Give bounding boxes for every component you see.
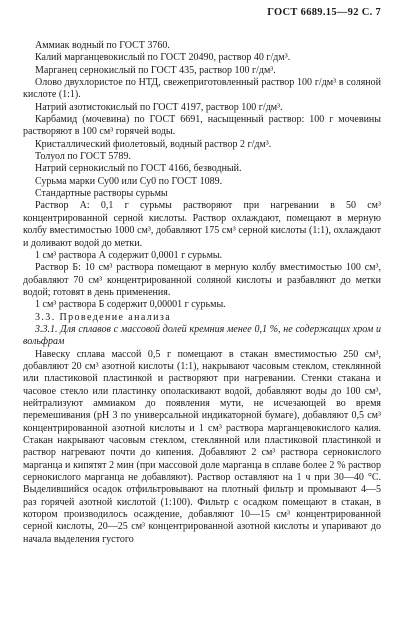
paragraph-p13: 1 см³ раствора А содержит 0,0001 г сурьмы. [35, 249, 223, 261]
paragraph-p1: Аммиак водный по ГОСТ 3760. [35, 40, 170, 51]
paragraph-p16: 3.3. Проведение анализа [35, 311, 172, 323]
paragraph-p10: Сурьма марки Су00 или Су0 по ГОСТ 1089. [35, 175, 223, 187]
paragraph-p18: Навеску сплава массой 0,5 г помещают в стакан вместимостью 250 см³, добавляют 20 см³ азотной кислоты (1:1), накрывают часовым стеклом, стеклянной или пластиковой пластинкой и растворяют при нагревании. Стенки стакана и часовое стекло или пластинку ополаскивают водой, добавляют воды до 100 см³, нейтрализуют аммиаком до появления мути, не исчезающей во время перемешивания (pH 3 по универсальной индикаторной бумаге), добавляют 0,5 см³ концентрированной азотной кислоты и 1 см³ раствора марганцевокислого калия. Стакан накрывают часовым стеклом, стеклянной или пластиковой пластинкой и раствор нагревают почти до кипения. Добавляют 2 см³ раствора сернокислого марганца и кипятят 2 мин (при массовой доле марганца в сплаве более 2 % раствор сернокислого марганца не добавляют). Раствор оставляют на 1 ч при 30—40 °С. Выделившийся осадок отфильтровывают на плотный фильтр и промывают 4—5 раз горячей азотной кислотой (1:100). Фильтр с осадком помещают в стакан, в котором производилось осаждение, добавляют 10—15 см³ концентрированной серной кислоты, 20—25 см³ концентрированной азотной кислоты и упаривают до начала выделения густого [23, 348, 381, 545]
paragraph-p9: Натрий сернокислый по ГОСТ 4166, безводный. [35, 163, 242, 175]
paragraph-p17: 3.3.1. Для сплавов с массовой долей кремния менее 0,1 %, не содержащих хром и вольфрам [23, 323, 381, 348]
paragraph-p2: Калий марганцевокислый по ГОСТ 20490, раствор 40 г/дм³. [35, 52, 291, 64]
paragraph-p12: Раствор А: 0,1 г сурьмы растворяют при нагревании в 50 см³ концентрированной серной кислоты. Раствор охлаждают, помещают в мерную колбу вместимостью 1000 см³, добавляют 175 см³ серной кислоты (1:1), охлаждают и доливают водой до метки. [23, 200, 381, 249]
paragraph-p8: Толуол по ГОСТ 5789. [35, 151, 131, 163]
page-header: ГОСТ 6689.15—92 С. 7 [267, 7, 381, 18]
paragraph-p14: Раствор Б: 10 см³ раствора помещают в мерную колбу вместимостью 100 см³, добавляют 70 см³ концентрированной соляной кислоты и разбавляют до метки водой; готовят в день применения. [23, 262, 381, 298]
paragraph-p3: Марганец сернокислый по ГОСТ 435, раствор 100 г/дм³. [35, 64, 276, 76]
paragraph-p4: Олово двухлористое по НТД, свежеприготовленный раствор 100 г/дм³ в соляной кислоте (1:1). [23, 77, 381, 101]
paragraph-p15: 1 см³ раствора Б содержит 0,00001 г сурьмы. [35, 299, 226, 311]
paragraph-p6: Карбамид (мочевина) по ГОСТ 6691, насыщенный раствор: 100 г мочевины растворяют в 100 см³ горячей воды. [23, 114, 381, 138]
paragraph-p11: Стандартные растворы сурьмы [35, 188, 168, 200]
document-body [23, 40, 381, 546]
paragraph-p7: Кристаллический фиолетовый, водный раствор 2 г/дм³. [35, 138, 272, 150]
paragraph-p5: Натрий азотистокислый по ГОСТ 4197, раствор 100 г/дм³. [35, 101, 283, 113]
